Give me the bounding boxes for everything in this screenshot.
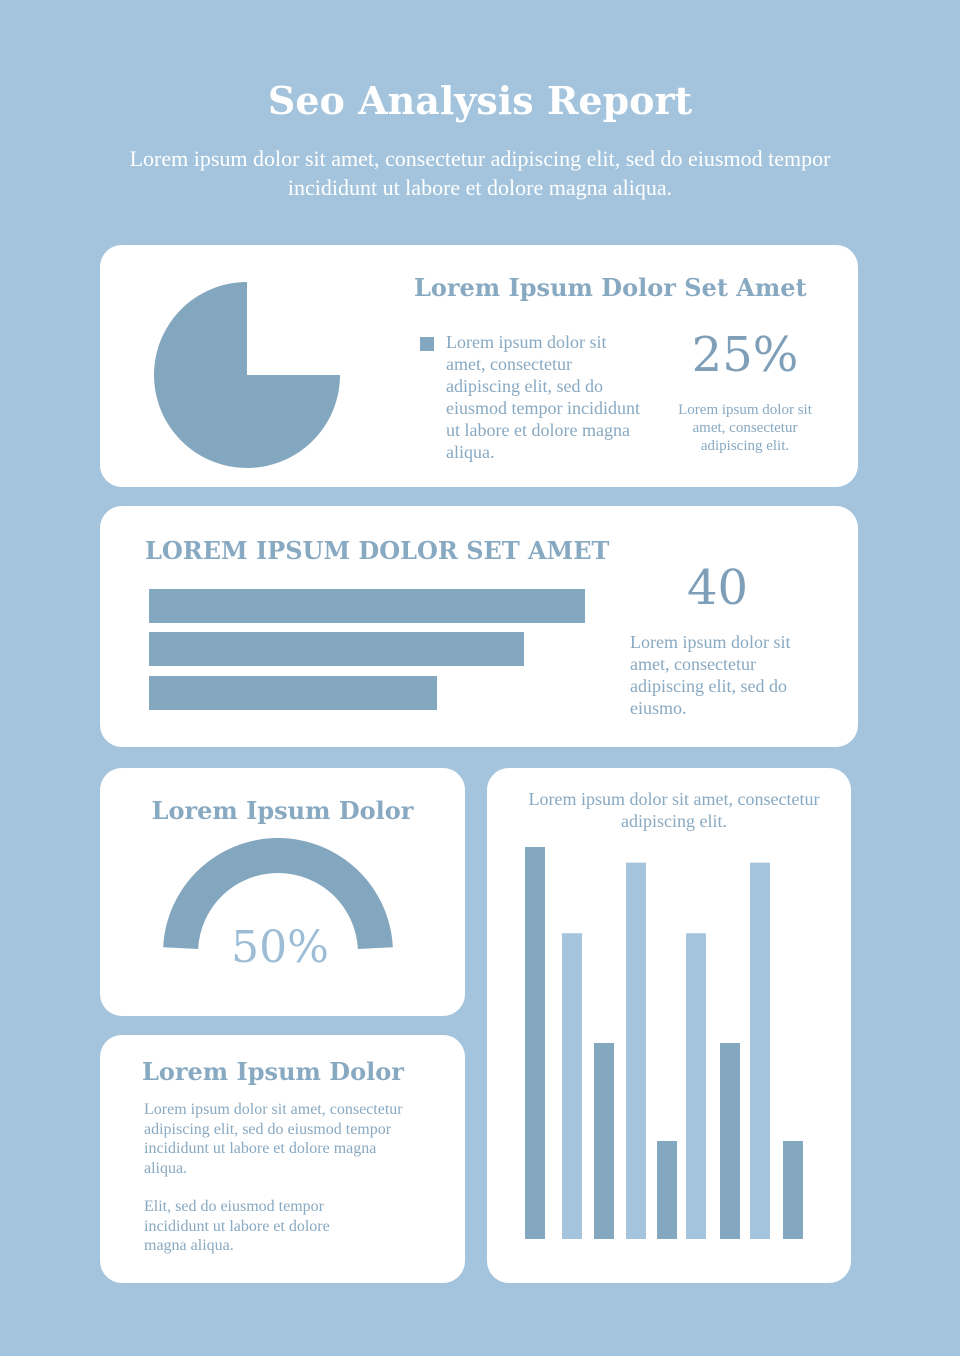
report-subtitle: Lorem ipsum dolor sit amet, consectetur adipiscing elit, sed do eiusmod tempor incididunt ut labore et dolore magna aliqua. — [129, 146, 831, 200]
column-bar — [657, 1141, 677, 1239]
text-card-heading: Lorem Ipsum Dolor — [142, 1057, 404, 1086]
gauge-value-label: 50% — [231, 922, 329, 973]
column-bar — [783, 1141, 803, 1239]
bars-stat-value: 40 — [686, 560, 749, 616]
bars-card — [100, 506, 858, 747]
column-chart — [487, 768, 851, 1283]
column-bar — [720, 1043, 740, 1239]
horizontal-bar — [149, 632, 524, 666]
pie-chart — [150, 278, 350, 478]
legend-swatch — [420, 337, 434, 351]
pie-card-heading: Lorem Ipsum Dolor Set Amet — [414, 273, 807, 302]
column-bar — [686, 933, 706, 1239]
column-bar — [750, 863, 770, 1239]
pie-stat-caption: Lorem ipsum dolor sit amet, consectetur adipiscing elit. — [678, 402, 812, 454]
column-bar — [626, 863, 646, 1239]
gauge-card-heading: Lorem Ipsum Dolor — [151, 796, 414, 825]
text-card-paragraph-2: Elit, sed do eiusmod tempor incididunt ut labore et dolore magna aliqua. — [144, 1198, 330, 1254]
report-title: Seo Analysis Report — [267, 78, 693, 123]
bars-card-heading: LOREM IPSUM DOLOR SET AMET — [145, 536, 610, 565]
column-bar — [525, 847, 545, 1239]
pie-slice — [154, 282, 340, 468]
pie-legend-text: Lorem ipsum dolor sit amet, consectetur adipiscing elit, sed do eiusmod tempor incididunt ut labore et dolore magna aliqua. — [446, 332, 640, 462]
column-bar — [562, 933, 582, 1239]
horizontal-bar — [149, 589, 585, 623]
horizontal-bar — [149, 676, 437, 710]
text-card — [100, 1035, 465, 1283]
text-card-paragraph-1: Lorem ipsum dolor sit amet, consectetur adipiscing elit, sed do eiusmod tempor incididunt ut labore et dolore magna aliqua. — [144, 1101, 403, 1177]
gauge-card — [100, 768, 465, 1016]
column-chart-card — [487, 768, 851, 1283]
column-chart-caption: Lorem ipsum dolor sit amet, consectetur adipiscing elit. — [528, 789, 820, 831]
bars-stat-caption: Lorem ipsum dolor sit amet, consectetur adipiscing elit, sed do eiusmo. — [630, 632, 791, 718]
column-bar — [594, 1043, 614, 1239]
pie-card — [100, 245, 858, 487]
pie-stat-value: 25% — [691, 327, 799, 383]
